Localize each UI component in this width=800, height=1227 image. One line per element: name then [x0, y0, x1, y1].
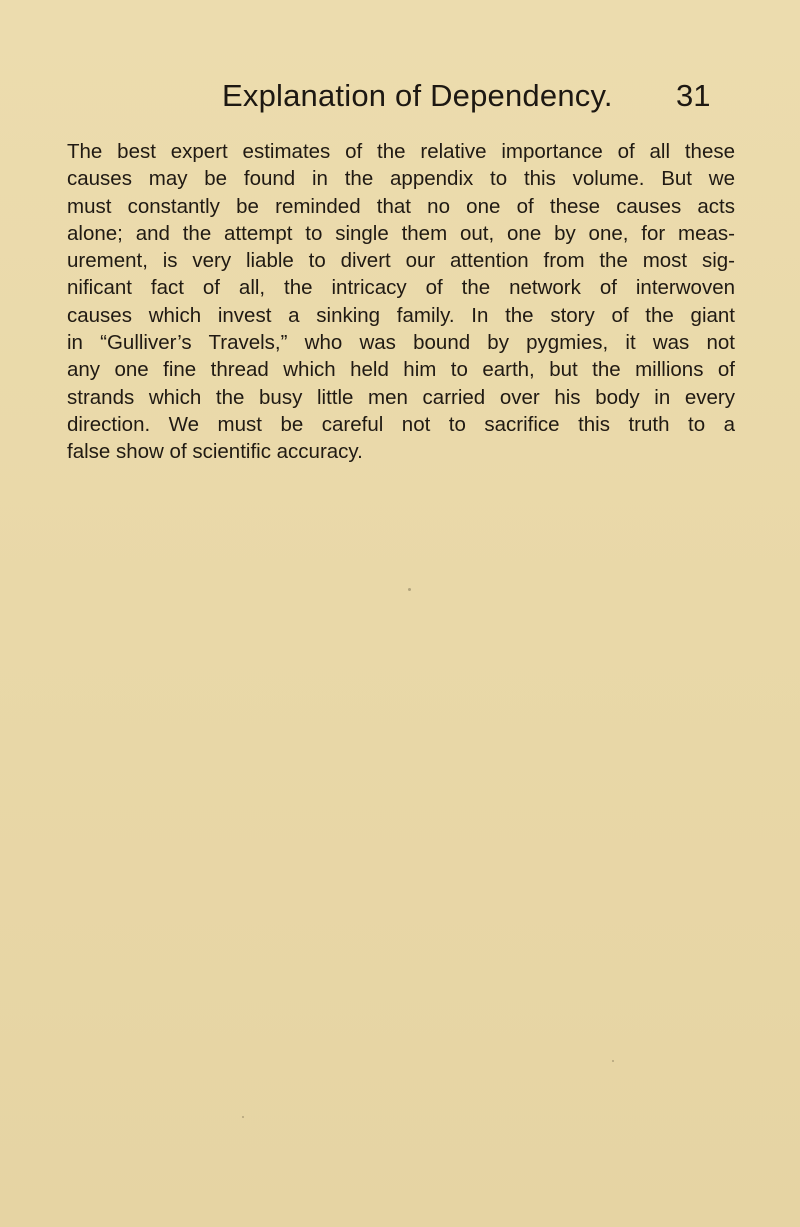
text-line: alone; and the attempt to single them out, one by one, for meas- [67, 221, 735, 245]
text-line: in “Gulliver’s Travels,” who was bound by pygmies, it was not [67, 331, 735, 355]
text-line: false show of scientific accuracy. [67, 440, 363, 464]
paper-speck [612, 1060, 614, 1062]
running-title: Explanation of Dependency. [222, 78, 613, 113]
text-line: direction. We must be careful not to sacrifice this truth to a [67, 412, 735, 436]
text-line: causes may be found in the appendix to this volume. But we [67, 167, 735, 191]
text-line: must constantly be reminded that no one of these causes acts [67, 194, 735, 218]
page-number: 31 [676, 78, 711, 113]
text-line: strands which the busy little men carried over his body in every [67, 385, 735, 409]
text-line: urement, is very liable to divert our attention from the most sig- [67, 249, 735, 273]
text-line: any one fine thread which held him to earth, but the millions of [67, 358, 735, 382]
text-line: causes which invest a sinking family. In the story of the giant [67, 303, 735, 327]
paper-speck [408, 588, 411, 591]
body-paragraph [67, 138, 735, 466]
text-line: nificant fact of all, the intricacy of the network of interwoven [67, 276, 735, 300]
text-line: The best expert estimates of the relative importance of all these [67, 140, 735, 163]
paper-speck [242, 1116, 244, 1118]
page-header [0, 78, 800, 122]
